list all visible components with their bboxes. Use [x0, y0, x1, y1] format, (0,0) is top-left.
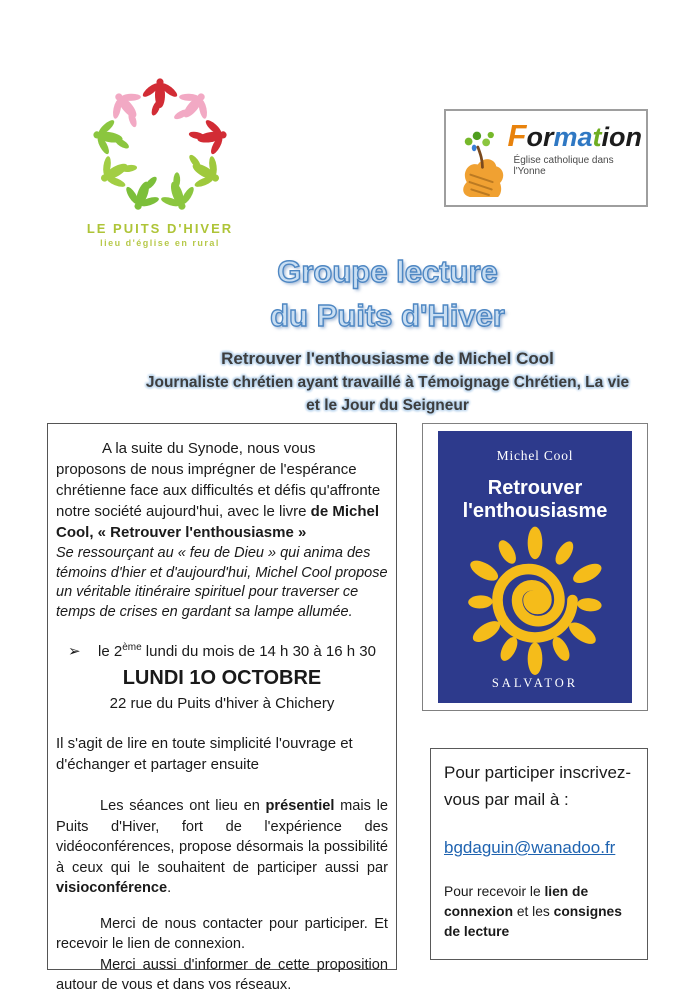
- note-link-bold: lien de connexion: [444, 884, 589, 919]
- seances-visio-bold: visioconférence: [56, 880, 168, 896]
- participate-box: [430, 748, 648, 960]
- event-date: LUNDI 1O OCTOBRE: [122, 667, 322, 689]
- book-title-line1: Retrouver: [487, 477, 583, 499]
- note-text1: Pour recevoir le: [444, 884, 545, 899]
- subtitle-book-line: Retrouver l'enthousiasme de Michel Cool: [221, 349, 554, 368]
- intro-text: A la suite du Synode, nous vous proposons de nous imprégner de l'espérance chrétienne face aux difficultés et défis qu'affronte notre société aujourd'hui, avec le livre: [56, 440, 381, 520]
- note-text2: et les: [513, 904, 554, 919]
- book-title-line2: l'enthousiasme: [462, 500, 608, 522]
- intro-booktitle-bold: « Retrouver l'enthousiasme »: [97, 524, 307, 541]
- share-paragraph: Merci aussi d'informer de cette proposition autour de vous et dans vos réseaux.: [56, 956, 388, 993]
- intro-paragraph: [56, 438, 388, 543]
- schedule-post: lundi du mois de 14 h 30 à 16 h 30: [141, 643, 376, 660]
- seances-paragraph: [56, 796, 388, 899]
- formation-letters-ion: ion: [601, 122, 642, 152]
- seances-text3: .: [167, 880, 172, 896]
- subtitle-journalist-line1: Journaliste chrétien ayant travaillé à Témoignage Chrétien, La vie: [145, 374, 630, 391]
- book-title: [463, 477, 608, 523]
- formation-tagline: Église catholique dans l'Yonne: [513, 155, 614, 177]
- page-title: [80, 250, 695, 338]
- book-cover: [438, 431, 632, 703]
- puits-dhiver-logo: [84, 78, 236, 248]
- seances-text2: mais le Puits d'Hiver, fort de l'expérience des vidéoconférences, propose désormais la possibilité à ceux qui le souhaitent de participer aussi par: [56, 798, 388, 876]
- puits-logo-title: LE PUITS D'HIVER: [86, 221, 234, 236]
- schedule-superscript: ème: [122, 642, 142, 653]
- book-publisher: SALVATOR: [491, 676, 579, 690]
- event-address: 22 rue du Puits d'hiver à Chichery: [109, 695, 335, 712]
- simplicity-paragraph: Il s'agit de lire en toute simplicité l'ouvrage et d'échanger et partager ensuite: [56, 735, 353, 773]
- formation-letter-t: t: [592, 122, 602, 152]
- sun-illustration: [451, 523, 619, 676]
- puits-dhiver-figures-icon: [85, 78, 235, 214]
- arrow-bullet-icon: ➢: [68, 643, 81, 660]
- email-link[interactable]: bgdaguin@wanadoo.fr: [444, 838, 616, 857]
- formation-wordmark: [507, 118, 642, 153]
- formation-letters-or: or: [526, 122, 554, 152]
- subtitle: [80, 347, 695, 417]
- main-text-box: [47, 423, 397, 993]
- book-quote-paragraph: Se ressourçant au « feu de Dieu » qui anima des témoins d'hier et d'aujourd'hui, Michel Cool propose un véritable itinéraire spirituel pour traverser ce temps de crises en gardant sa lampe allumée.: [56, 545, 388, 620]
- book-cover-box: [422, 423, 648, 711]
- note-consignes-bold: consignes de lecture: [444, 904, 622, 939]
- page-title-line2: du Puits d'Hiver: [270, 298, 505, 333]
- subtitle-journalist-line2: et le Jour du Seigneur: [306, 397, 469, 414]
- page-title-line1: Groupe lecture: [277, 254, 498, 289]
- formation-logo-box: [444, 109, 648, 207]
- participate-heading: Pour participer inscrivez-vous par mail à :: [444, 763, 632, 809]
- formation-letters-ma: ma: [553, 122, 593, 152]
- seances-text1: Les séances ont lieu en: [100, 798, 266, 814]
- sun-spiral-icon: [451, 525, 619, 675]
- schedule-pre: le 2: [98, 643, 123, 660]
- participate-note: [444, 882, 634, 942]
- book-author: Michel Cool: [496, 448, 574, 463]
- contact-paragraph: Merci de nous contacter pour participer. Et recevoir le lien de connexion.: [56, 915, 388, 952]
- formation-hand-tree-icon: [452, 121, 506, 197]
- puits-logo-subtitle: lieu d'église en rural: [100, 238, 220, 248]
- seances-presentiel-bold: présentiel: [265, 798, 335, 814]
- formation-letter-f: F: [507, 118, 527, 153]
- schedule-line: [56, 637, 388, 662]
- intro-author-bold: de Michel Cool,: [56, 503, 380, 541]
